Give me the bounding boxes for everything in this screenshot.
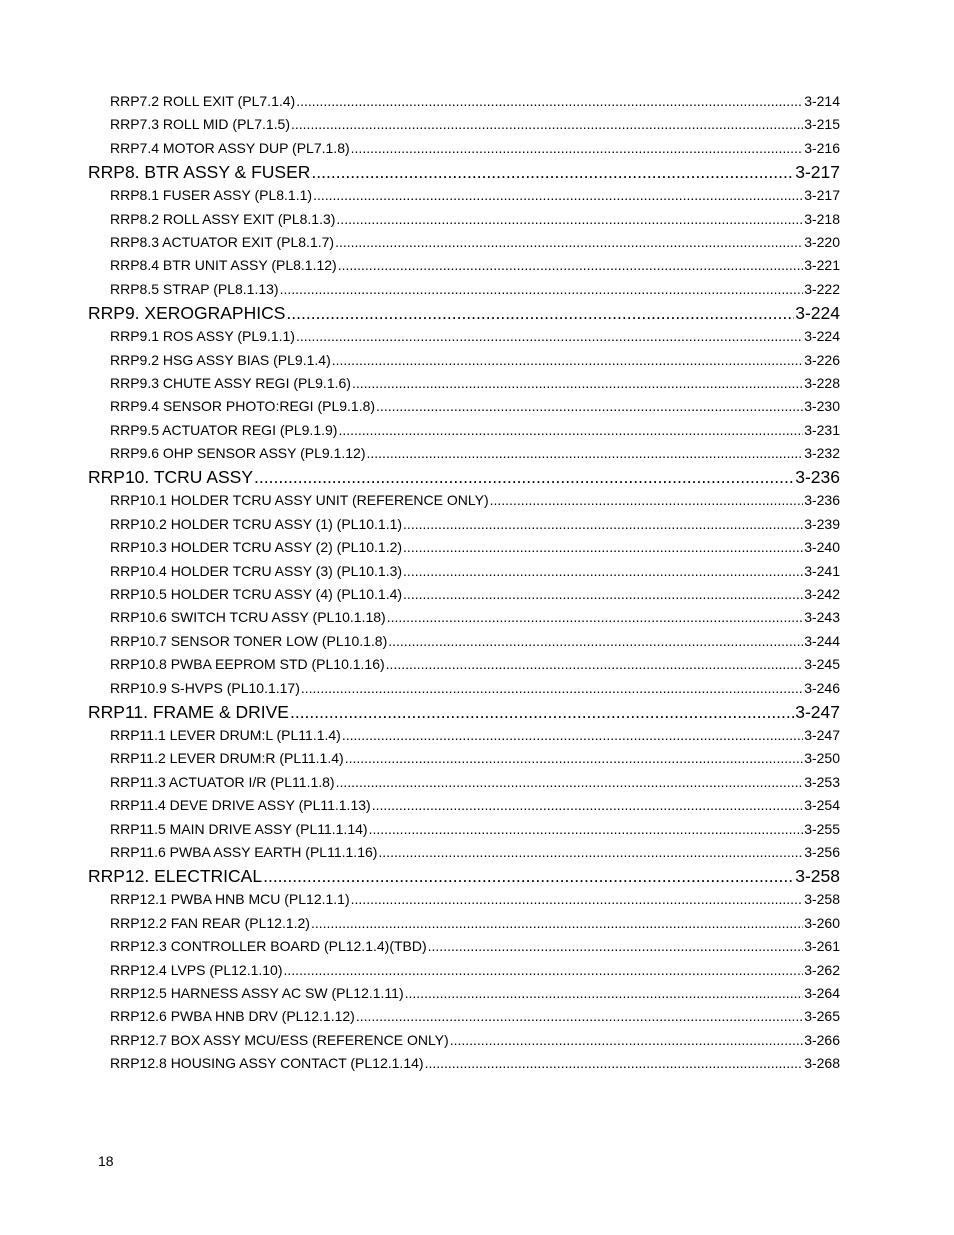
toc-entry-page: 3-216 xyxy=(804,139,840,156)
toc-entry-page: 3-245 xyxy=(804,656,840,673)
toc-entry-page: 3-240 xyxy=(804,539,840,556)
toc-entry-label: RRP11.2 LEVER DRUM:R (PL11.1.4) xyxy=(110,750,344,767)
toc-entry-label: RRP12.7 BOX ASSY MCU/ESS (REFERENCE ONLY) xyxy=(110,1031,449,1048)
toc-entry-label: RRP8.2 ROLL ASSY EXIT (PL8.1.3) xyxy=(110,210,336,227)
toc-subsection-entry[interactable] xyxy=(110,137,840,160)
toc-section-entry[interactable] xyxy=(88,700,840,724)
toc-entry-label: RRP8.3 ACTUATOR EXIT (PL8.1.7) xyxy=(110,233,335,250)
dot-leader xyxy=(332,349,803,372)
page-number: 18 xyxy=(98,1153,114,1169)
dot-leader xyxy=(311,912,803,935)
toc-entry-label: RRP9.1 ROS ASSY (PL9.1.1) xyxy=(110,328,295,345)
toc-subsection-entry[interactable] xyxy=(110,513,840,536)
toc-subsection-entry[interactable] xyxy=(110,536,840,559)
toc-subsection-entry[interactable] xyxy=(110,724,840,747)
dot-leader xyxy=(351,137,804,160)
dot-leader xyxy=(286,301,794,325)
dot-leader xyxy=(336,208,803,231)
dot-leader xyxy=(296,90,803,113)
toc-entry-label: RRP7.2 ROLL EXIT (PL7.1.4) xyxy=(110,93,296,109)
toc-subsection-entry[interactable] xyxy=(110,395,840,418)
dot-leader xyxy=(290,700,794,724)
dot-leader xyxy=(335,231,803,254)
dot-leader xyxy=(280,278,804,301)
toc-entry-label: RRP9.6 OHP SENSOR ASSY (PL9.1.12) xyxy=(110,445,366,462)
toc-subsection-entry[interactable] xyxy=(110,560,840,583)
dot-leader xyxy=(388,630,803,653)
toc-entry-label: RRP9.5 ACTUATOR REGI (PL9.1.9) xyxy=(110,421,338,438)
toc-entry-page: 3-230 xyxy=(804,398,840,415)
toc-entry-page: 3-222 xyxy=(804,280,840,297)
toc-entry-label: RRP10. TCRU ASSY xyxy=(88,467,254,488)
dot-leader xyxy=(351,888,804,911)
toc-entry-label: RRP12.5 HARNESS ASSY AC SW (PL12.1.11) xyxy=(110,984,404,1001)
dot-leader xyxy=(386,653,804,676)
table-of-contents xyxy=(88,90,840,1075)
toc-subsection-entry[interactable] xyxy=(110,325,840,348)
toc-subsection-entry[interactable] xyxy=(110,606,840,629)
dot-leader xyxy=(450,1029,804,1052)
toc-subsection-entry[interactable] xyxy=(110,489,840,512)
toc-entry-label: RRP12.4 LVPS (PL12.1.10) xyxy=(110,961,283,978)
toc-entry-label: RRP11. FRAME & DRIVE xyxy=(88,701,289,722)
toc-subsection-entry[interactable] xyxy=(110,935,840,958)
dot-leader xyxy=(345,747,804,770)
toc-entry-label: RRP10.7 SENSOR TONER LOW (PL10.1.8) xyxy=(110,632,388,649)
toc-entry-label: RRP11.3 ACTUATOR I/R (PL11.1.8) xyxy=(110,773,335,790)
dot-leader xyxy=(405,982,804,1005)
toc-entry-label: RRP11.5 MAIN DRIVE ASSY (PL11.1.14) xyxy=(110,820,368,837)
dot-leader xyxy=(403,536,803,559)
toc-entry-page: 3-228 xyxy=(804,374,840,391)
toc-entry-page: 3-258 xyxy=(795,866,840,887)
toc-entry-label: RRP11.6 PWBA ASSY EARTH (PL11.1.16) xyxy=(110,843,378,860)
toc-entry-label: RRP9.3 CHUTE ASSY REGI (PL9.1.6) xyxy=(110,374,351,391)
toc-subsection-entry[interactable] xyxy=(110,231,840,254)
toc-subsection-entry[interactable] xyxy=(110,419,840,442)
toc-entry-label: RRP12.3 CONTROLLER BOARD (PL12.1.4)(TBD) xyxy=(110,938,427,955)
toc-entry-label: RRP11.4 DEVE DRIVE ASSY (PL11.1.13) xyxy=(110,797,371,814)
toc-entry-page: 3-242 xyxy=(804,586,840,603)
toc-subsection-entry[interactable] xyxy=(110,771,840,794)
toc-entry-page: 3-255 xyxy=(804,820,840,837)
dot-leader xyxy=(338,419,803,442)
toc-entry-label: RRP10.8 PWBA EEPROM STD (PL10.1.16) xyxy=(110,656,385,673)
toc-entry-page: 3-243 xyxy=(804,609,840,626)
toc-subsection-entry[interactable] xyxy=(110,278,840,301)
toc-entry-label: RRP8.4 BTR UNIT ASSY (PL8.1.12) xyxy=(110,257,337,274)
toc-section-entry[interactable] xyxy=(88,465,840,489)
dot-leader xyxy=(425,1052,804,1075)
toc-subsection-entry[interactable] xyxy=(110,442,840,465)
toc-entry-page: 3-215 xyxy=(804,116,840,133)
toc-entry-page: 3-258 xyxy=(804,891,840,908)
toc-entry-page: 3-231 xyxy=(804,421,840,438)
toc-subsection-entry[interactable] xyxy=(110,208,840,231)
toc-subsection-entry[interactable] xyxy=(110,372,840,395)
toc-entry-label: RRP12.1 PWBA HNB MCU (PL12.1.1) xyxy=(110,891,350,908)
toc-entry-page: 3-246 xyxy=(804,679,840,696)
dot-leader xyxy=(403,513,803,536)
toc-entry-label: RRP7.4 MOTOR ASSY DUP (PL7.1.8) xyxy=(110,139,350,156)
toc-entry-page: 3-253 xyxy=(804,773,840,790)
toc-entry-label: RRP8.1 FUSER ASSY (PL8.1.1) xyxy=(110,187,313,204)
toc-entry-label: RRP12.2 FAN REAR (PL12.1.2) xyxy=(110,914,310,931)
toc-entry-label: RRP10.4 HOLDER TCRU ASSY (3) (PL10.1.3) xyxy=(110,562,403,579)
dot-leader xyxy=(356,1005,803,1028)
dot-leader xyxy=(284,959,804,982)
toc-section-entry[interactable] xyxy=(88,864,840,888)
toc-subsection-entry[interactable] xyxy=(110,982,840,1005)
dot-leader xyxy=(428,935,804,958)
toc-entry-page: 3-217 xyxy=(795,162,840,183)
toc-subsection-entry[interactable] xyxy=(110,113,840,136)
toc-entry-page: 3-214 xyxy=(804,93,840,109)
toc-subsection-entry[interactable] xyxy=(110,90,840,113)
toc-entry-page: 3-241 xyxy=(804,562,840,579)
toc-entry-page: 3-247 xyxy=(795,701,840,722)
toc-subsection-entry[interactable] xyxy=(110,254,840,277)
toc-entry-page: 3-264 xyxy=(804,984,840,1001)
toc-entry-label: RRP10.2 HOLDER TCRU ASSY (1) (PL10.1.1) xyxy=(110,515,403,532)
toc-entry-label: RRP12. ELECTRICAL xyxy=(88,866,263,887)
toc-subsection-entry[interactable] xyxy=(110,794,840,817)
toc-entry-label: RRP10.3 HOLDER TCRU ASSY (2) (PL10.1.2) xyxy=(110,539,403,556)
toc-subsection-entry[interactable] xyxy=(110,653,840,676)
toc-entry-page: 3-262 xyxy=(804,961,840,978)
dot-leader xyxy=(291,113,803,136)
toc-entry-page: 3-265 xyxy=(804,1008,840,1025)
toc-entry-page: 3-256 xyxy=(804,843,840,860)
toc-entry-label: RRP10.5 HOLDER TCRU ASSY (4) (PL10.1.4) xyxy=(110,586,403,603)
toc-entry-page: 3-244 xyxy=(804,632,840,649)
dot-leader xyxy=(387,606,803,629)
dot-leader xyxy=(311,160,794,184)
toc-entry-page: 3-254 xyxy=(804,797,840,814)
toc-entry-label: RRP10.9 S-HVPS (PL10.1.17) xyxy=(110,679,300,696)
toc-subsection-entry[interactable] xyxy=(110,1029,840,1052)
toc-entry-page: 3-266 xyxy=(804,1031,840,1048)
dot-leader xyxy=(336,771,804,794)
toc-subsection-entry[interactable] xyxy=(110,1052,840,1075)
toc-subsection-entry[interactable] xyxy=(110,349,840,372)
toc-subsection-entry[interactable] xyxy=(110,818,840,841)
toc-subsection-entry[interactable] xyxy=(110,583,840,606)
toc-entry-page: 3-221 xyxy=(804,257,840,274)
toc-entry-page: 3-268 xyxy=(804,1055,840,1072)
toc-section-entry[interactable] xyxy=(88,301,840,325)
dot-leader xyxy=(254,465,794,489)
toc-entry-label: RRP9.4 SENSOR PHOTO:REGI (PL9.1.8) xyxy=(110,398,376,415)
toc-entry-label: RRP10.1 HOLDER TCRU ASSY UNIT (REFERENCE ONLY) xyxy=(110,492,489,509)
dot-leader xyxy=(352,372,803,395)
toc-entry-label: RRP11.1 LEVER DRUM:L (PL11.1.4) xyxy=(110,726,341,743)
toc-subsection-entry[interactable] xyxy=(110,184,840,207)
dot-leader xyxy=(342,724,803,747)
toc-entry-page: 3-224 xyxy=(804,328,840,345)
toc-subsection-entry[interactable] xyxy=(110,912,840,935)
toc-entry-label: RRP9. XEROGRAPHICS xyxy=(88,303,286,324)
dot-leader xyxy=(369,818,804,841)
toc-subsection-entry[interactable] xyxy=(110,677,840,700)
toc-entry-page: 3-232 xyxy=(804,445,840,462)
toc-entry-label: RRP10.6 SWITCH TCRU ASSY (PL10.1.18) xyxy=(110,609,386,626)
toc-subsection-entry[interactable] xyxy=(110,841,840,864)
dot-leader xyxy=(372,794,804,817)
toc-subsection-entry[interactable] xyxy=(110,959,840,982)
toc-entry-page: 3-247 xyxy=(804,726,840,743)
toc-entry-label: RRP9.2 HSG ASSY BIAS (PL9.1.4) xyxy=(110,351,331,368)
toc-entry-label: RRP8.5 STRAP (PL8.1.13) xyxy=(110,280,279,297)
toc-entry-page: 3-261 xyxy=(804,938,840,955)
dot-leader xyxy=(296,325,803,348)
toc-entry-page: 3-236 xyxy=(795,467,840,488)
dot-leader xyxy=(490,489,804,512)
dot-leader xyxy=(403,583,803,606)
toc-entry-page: 3-236 xyxy=(804,492,840,509)
dot-leader xyxy=(403,560,803,583)
toc-entry-label: RRP8. BTR ASSY & FUSER xyxy=(88,162,311,183)
dot-leader xyxy=(376,395,803,418)
dot-leader xyxy=(338,254,804,277)
toc-entry-page: 3-217 xyxy=(804,187,840,204)
toc-subsection-entry[interactable] xyxy=(110,630,840,653)
toc-entry-page: 3-220 xyxy=(804,233,840,250)
dot-leader xyxy=(263,864,794,888)
toc-entry-page: 3-250 xyxy=(804,750,840,767)
toc-entry-page: 3-260 xyxy=(804,914,840,931)
toc-entry-page: 3-224 xyxy=(795,303,840,324)
toc-entry-page: 3-226 xyxy=(804,351,840,368)
dot-leader xyxy=(301,677,803,700)
toc-subsection-entry[interactable] xyxy=(110,747,840,770)
toc-subsection-entry[interactable] xyxy=(110,1005,840,1028)
toc-entry-label: RRP7.3 ROLL MID (PL7.1.5) xyxy=(110,116,290,133)
toc-entry-page: 3-239 xyxy=(804,515,840,532)
dot-leader xyxy=(367,442,804,465)
dot-leader xyxy=(313,184,803,207)
toc-entry-label: RRP12.8 HOUSING ASSY CONTACT (PL12.1.14) xyxy=(110,1055,424,1072)
toc-section-entry[interactable] xyxy=(88,160,840,184)
toc-entry-label: RRP12.6 PWBA HNB DRV (PL12.1.12) xyxy=(110,1008,355,1025)
toc-subsection-entry[interactable] xyxy=(110,888,840,911)
dot-leader xyxy=(378,841,803,864)
toc-entry-page: 3-218 xyxy=(804,210,840,227)
